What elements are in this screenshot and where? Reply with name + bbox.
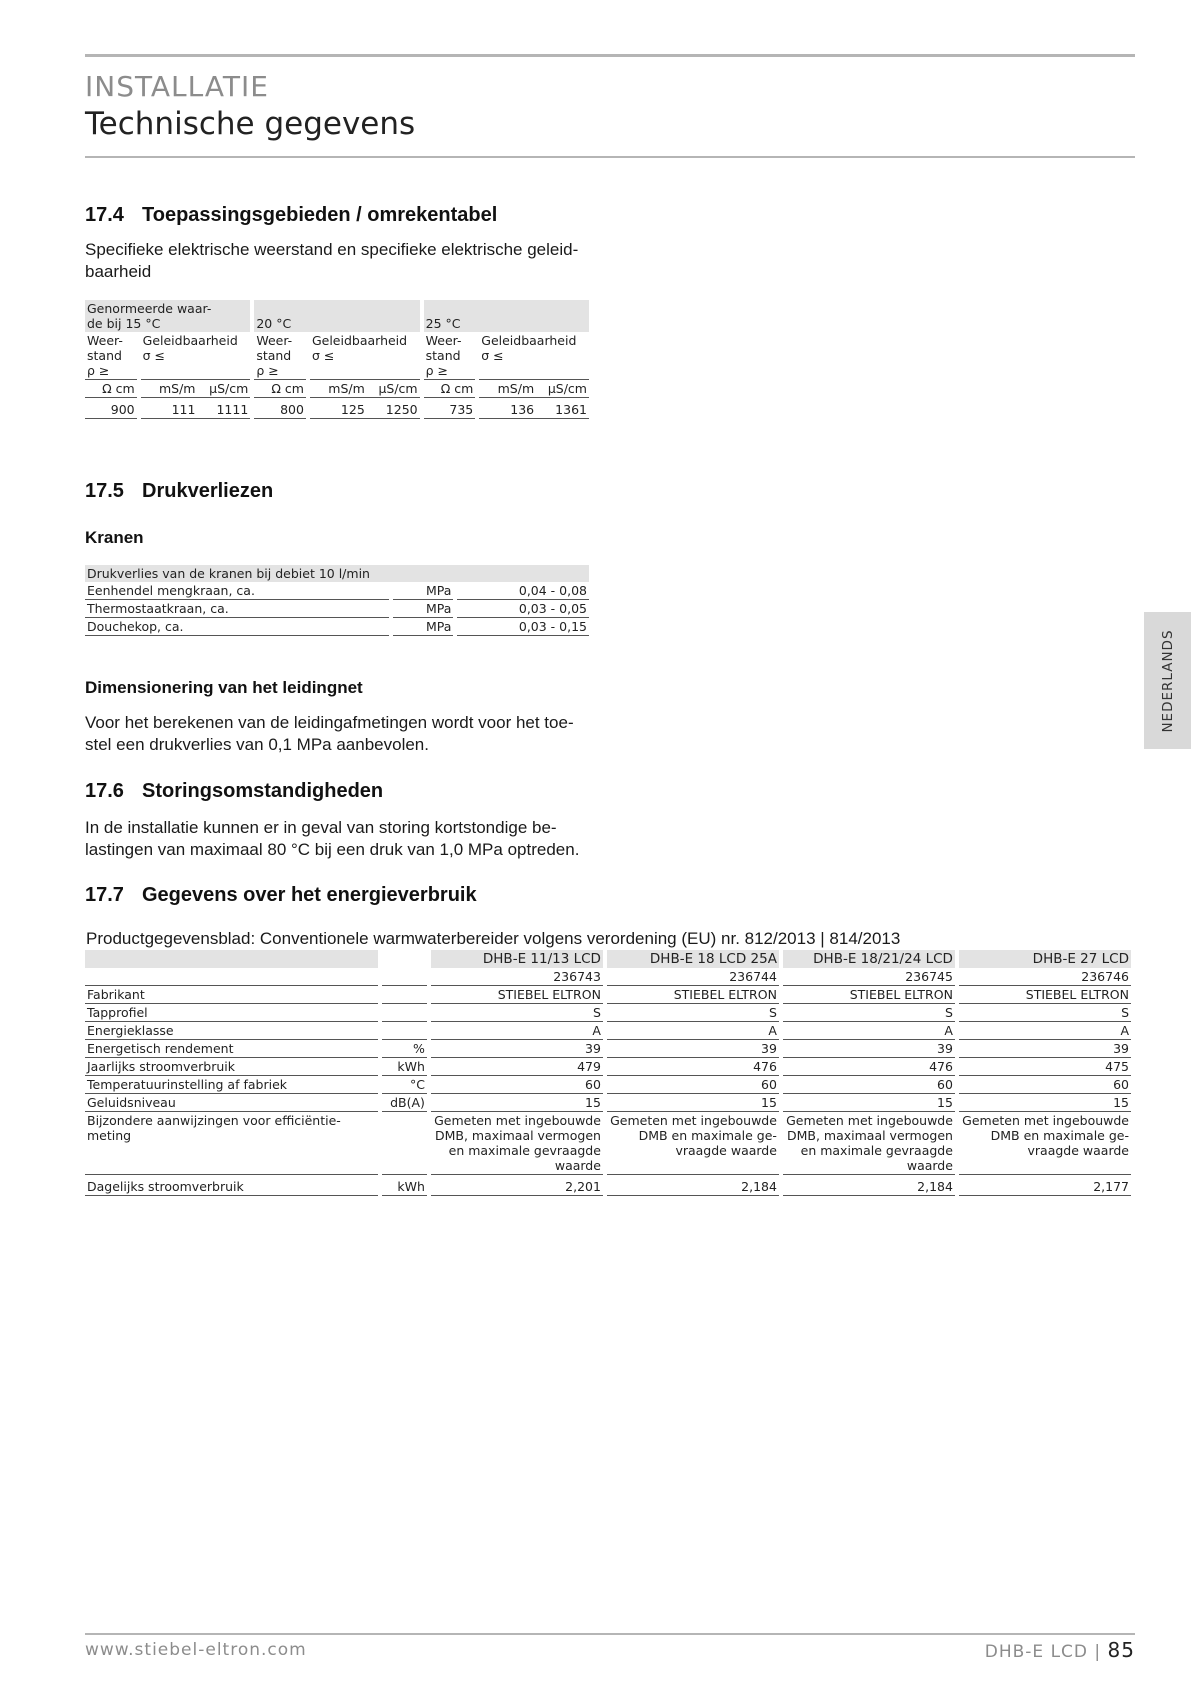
value-cell: STIEBEL ELTRON [783,986,955,1004]
unit-text: mS/m [328,381,365,396]
value-cell [141,398,251,419]
value-cell: A [959,1022,1131,1040]
value-cell: 479 [431,1058,603,1076]
unit-cell [141,380,251,398]
row-unit: dB(A) [382,1094,427,1112]
header-text: Weer- [256,333,293,348]
footer-page-info [985,1638,1135,1662]
remark-line: DMB en maximale ge- [638,1128,777,1143]
row-label: Tapprofiel [85,1004,378,1022]
conductivity-header [479,332,589,380]
value-cell: 60 [607,1076,779,1094]
value-cell: 60 [431,1076,603,1094]
remark-line: Gemeten met ingebouwde [786,1113,953,1128]
table-row [85,1022,1131,1040]
model-header: DHB-E 11/13 LCD [431,950,603,968]
model-header: DHB-E 18 LCD 25A [607,950,779,968]
header-text: Weer- [425,333,462,348]
group-20c: 20 °C [254,300,419,332]
remark-line: Gemeten met ingebouwde [962,1113,1129,1128]
header-text: σ ≤ [142,348,166,363]
model-header: DHB-E 27 LCD [959,950,1131,968]
table-row [85,1094,1131,1112]
energy-table-caption: Productgegevensblad: Conventionele warmwaterbereider volgens verordening (EU) nr. 812/2013 | 814/2013 [86,929,901,948]
value-cell: 2,184 [607,1175,779,1196]
remark-line: DMB en maximale ge- [990,1128,1129,1143]
row-unit: kWh [382,1058,427,1076]
value-cell: A [783,1022,955,1040]
unit-cell: Ω cm [254,380,306,398]
row-unit [382,1022,427,1040]
row-value: 0,03 - 0,05 [457,600,589,618]
footer-url: www.stiebel-eltron.com [85,1640,307,1660]
table-row [85,1076,1131,1094]
section-17-5-heading [85,480,273,503]
row-label: Dagelijks stroomverbruik [85,1175,378,1196]
value-cell: 15 [783,1094,955,1112]
row-label: Thermostaatkraan, ca. [85,600,389,618]
remark-row [85,1112,1131,1175]
paragraph-line: Voor het berekenen van de leidingafmetingen wordt voor het toe- [85,713,574,732]
model-header: DHB-E 18/21/24 LCD [783,950,955,968]
value-text: 136 [510,402,535,417]
row-label: Energieklasse [85,1022,378,1040]
value-cell: 475 [959,1058,1131,1076]
code-cell: 236745 [783,968,955,986]
header-text: Weer- [87,333,123,348]
paragraph-line: stel een drukverlies van 0,1 MPa aanbevolen. [85,735,429,754]
value-cell: S [431,1004,603,1022]
intro-line: Specifieke elektrische weerstand en specifieke elektrische geleid- [85,240,579,259]
header-rule [85,156,1135,158]
row-unit [382,1004,427,1022]
section-17-4-heading [85,204,497,227]
unit-text: μS/cm [209,381,249,396]
remark-line: Gemeten met ingebouwde [434,1113,601,1128]
header-text: stand [87,348,122,363]
row-label: Geluidsniveau [85,1094,378,1112]
value-text: 1361 [555,402,587,417]
footer-product: DHB-E LCD [984,1642,1088,1662]
unit-cell [479,380,589,398]
header-text: stand [425,348,461,363]
section-title: Drukverliezen [142,480,274,502]
value-cell: 15 [959,1094,1131,1112]
row-label: Temperatuurinstelling af fabriek [85,1076,378,1094]
value-cell: 2,177 [959,1175,1131,1196]
chapter-label: INSTALLATIE [85,70,269,103]
page-number: 85 [1107,1638,1135,1662]
row-unit: °C [382,1076,427,1094]
value-cell [310,398,420,419]
section-number: 17.5 [85,480,124,502]
row-label: Fabrikant [85,986,378,1004]
section-number: 17.6 [85,780,124,802]
top-rule [85,54,1135,57]
value-cell: STIEBEL ELTRON [607,986,779,1004]
conductivity-header [141,332,251,380]
group-25c: 25 °C [424,300,589,332]
remark-line: Gemeten met ingebouwde [610,1113,777,1128]
label-line: meting [87,1128,132,1143]
footer-rule [85,1633,1135,1635]
table-row [85,1040,1131,1058]
header-text: ρ ≥ [425,363,449,378]
paragraph-line: In de installatie kunnen er in geval van storing kortstondige be- [85,818,557,837]
header-text: Geleidbaarheid [142,333,238,348]
unit-cell: Ω cm [85,380,137,398]
remark-line: vraagde waarde [675,1143,777,1158]
remark-line: en maximale gevraagde [448,1143,601,1158]
remark-line: DMB, maximaal vermogen [786,1128,953,1143]
header-text: stand [256,348,292,363]
remark-line: vraagde waarde [1027,1143,1129,1158]
cell-blank [85,968,378,986]
value-cell: 900 [85,398,137,419]
row-label: Energetisch rendement [85,1040,378,1058]
value-cell: S [783,1004,955,1022]
value-row [85,398,589,419]
value-cell: 60 [959,1076,1131,1094]
header-text: ρ ≥ [256,363,279,378]
section-title: Storingsomstandigheden [142,780,384,802]
value-cell: 39 [783,1040,955,1058]
table-row [85,600,589,618]
code-cell: 236743 [431,968,603,986]
paragraph-line: lastingen van maximaal 80 °C bij een druk van 1,0 MPa optreden. [85,840,580,859]
section-number: 17.7 [85,884,124,906]
table-header: Drukverlies van de kranen bij debiet 10 l/min [85,565,589,582]
header-blank [85,950,378,968]
value-cell: 2,201 [431,1175,603,1196]
remark-cell [783,1112,955,1175]
section-17-4-intro [85,239,605,283]
row-unit: MPa [393,582,454,600]
row-label: Eenhendel mengkraan, ca. [85,582,389,600]
resistance-header [85,332,137,380]
code-row [85,968,1131,986]
remark-line: waarde [554,1158,601,1173]
value-cell: 800 [254,398,306,419]
language-tab [1144,612,1191,749]
unit-text: μS/cm [547,381,587,396]
subheading-kranen: Kranen [85,528,144,547]
unit-cell: Ω cm [424,380,476,398]
value-cell: 39 [959,1040,1131,1058]
value-cell: STIEBEL ELTRON [959,986,1131,1004]
unit-cell [310,380,420,398]
row-unit: MPa [393,600,454,618]
resistance-header [254,332,306,380]
remark-cell [431,1112,603,1175]
cell-blank [382,968,427,986]
unit-text: μS/cm [378,381,418,396]
table-row [85,1175,1131,1196]
value-cell: STIEBEL ELTRON [431,986,603,1004]
value-cell: A [607,1022,779,1040]
header-text: Genormeerde waar- [87,301,212,316]
row-value: 0,03 - 0,15 [457,618,589,636]
value-cell: 476 [783,1058,955,1076]
header-text: σ ≤ [481,348,504,363]
value-cell: 60 [783,1076,955,1094]
remark-cell [607,1112,779,1175]
row-unit: MPa [393,618,454,636]
remark-line: DMB, maximaal vermogen [434,1128,601,1143]
footer-separator: | [1094,1642,1102,1662]
unit-row [85,380,589,398]
value-text: 125 [340,402,365,417]
section-number: 17.4 [85,204,124,226]
header-text: Geleidbaarheid [311,333,408,348]
header-text: σ ≤ [311,348,335,363]
intro-line: baarheid [85,262,152,281]
row-label: Jaarlijks stroomverbruik [85,1058,378,1076]
row-value: 0,04 - 0,08 [457,582,589,600]
header-text: Geleidbaarheid [481,333,577,348]
value-cell: 15 [607,1094,779,1112]
section-17-6-paragraph [85,817,605,861]
table-row [85,1058,1131,1076]
section-title: Gegevens over het energieverbruik [142,884,477,906]
value-cell: S [959,1004,1131,1022]
header-text: ρ ≥ [87,363,110,378]
conductivity-header [310,332,420,380]
group-15c [85,300,250,332]
unit-text: mS/m [497,381,535,396]
section-17-5-paragraph [85,712,605,756]
subheading-leidingnet: Dimensionering van het leidingnet [85,678,363,697]
value-cell: S [607,1004,779,1022]
value-text: 111 [171,402,196,417]
section-17-7-heading [85,884,477,907]
unit-text: mS/m [158,381,196,396]
code-cell: 236744 [607,968,779,986]
remark-line: waarde [906,1158,953,1173]
row-unit: kWh [382,1175,427,1196]
cell-blank [382,1112,427,1175]
value-cell: 39 [607,1040,779,1058]
table-row [85,582,589,600]
remark-cell [959,1112,1131,1175]
header-text: de bij 15 °C [87,316,161,331]
row-unit: % [382,1040,427,1058]
section-title: Toepassingsgebieden / omrekentabel [142,204,498,226]
row-label [85,1112,378,1175]
label-line: Bijzondere aanwijzingen voor efficiëntie- [87,1113,341,1128]
table-row [85,618,589,636]
language-tab-label: NEDERLANDS [1159,628,1176,733]
value-cell: 39 [431,1040,603,1058]
row-unit [382,986,427,1004]
tap-pressure-table [81,565,593,636]
page-title: Technische gegevens [85,106,416,142]
value-cell: 2,184 [783,1175,955,1196]
code-cell: 236746 [959,968,1131,986]
energy-table [81,950,1135,1196]
section-17-6-heading [85,780,383,803]
value-text: 1111 [216,402,249,417]
value-cell: 15 [431,1094,603,1112]
table-row [85,986,1131,1004]
value-cell: 735 [424,398,476,419]
value-cell: 476 [607,1058,779,1076]
value-text: 1250 [385,402,418,417]
row-label: Douchekop, ca. [85,618,389,636]
header-blank [382,950,427,968]
conversion-table [81,300,593,419]
remark-line: en maximale gevraagde [800,1143,953,1158]
value-cell: A [431,1022,603,1040]
resistance-header [424,332,476,380]
value-cell [479,398,589,419]
table-row [85,1004,1131,1022]
